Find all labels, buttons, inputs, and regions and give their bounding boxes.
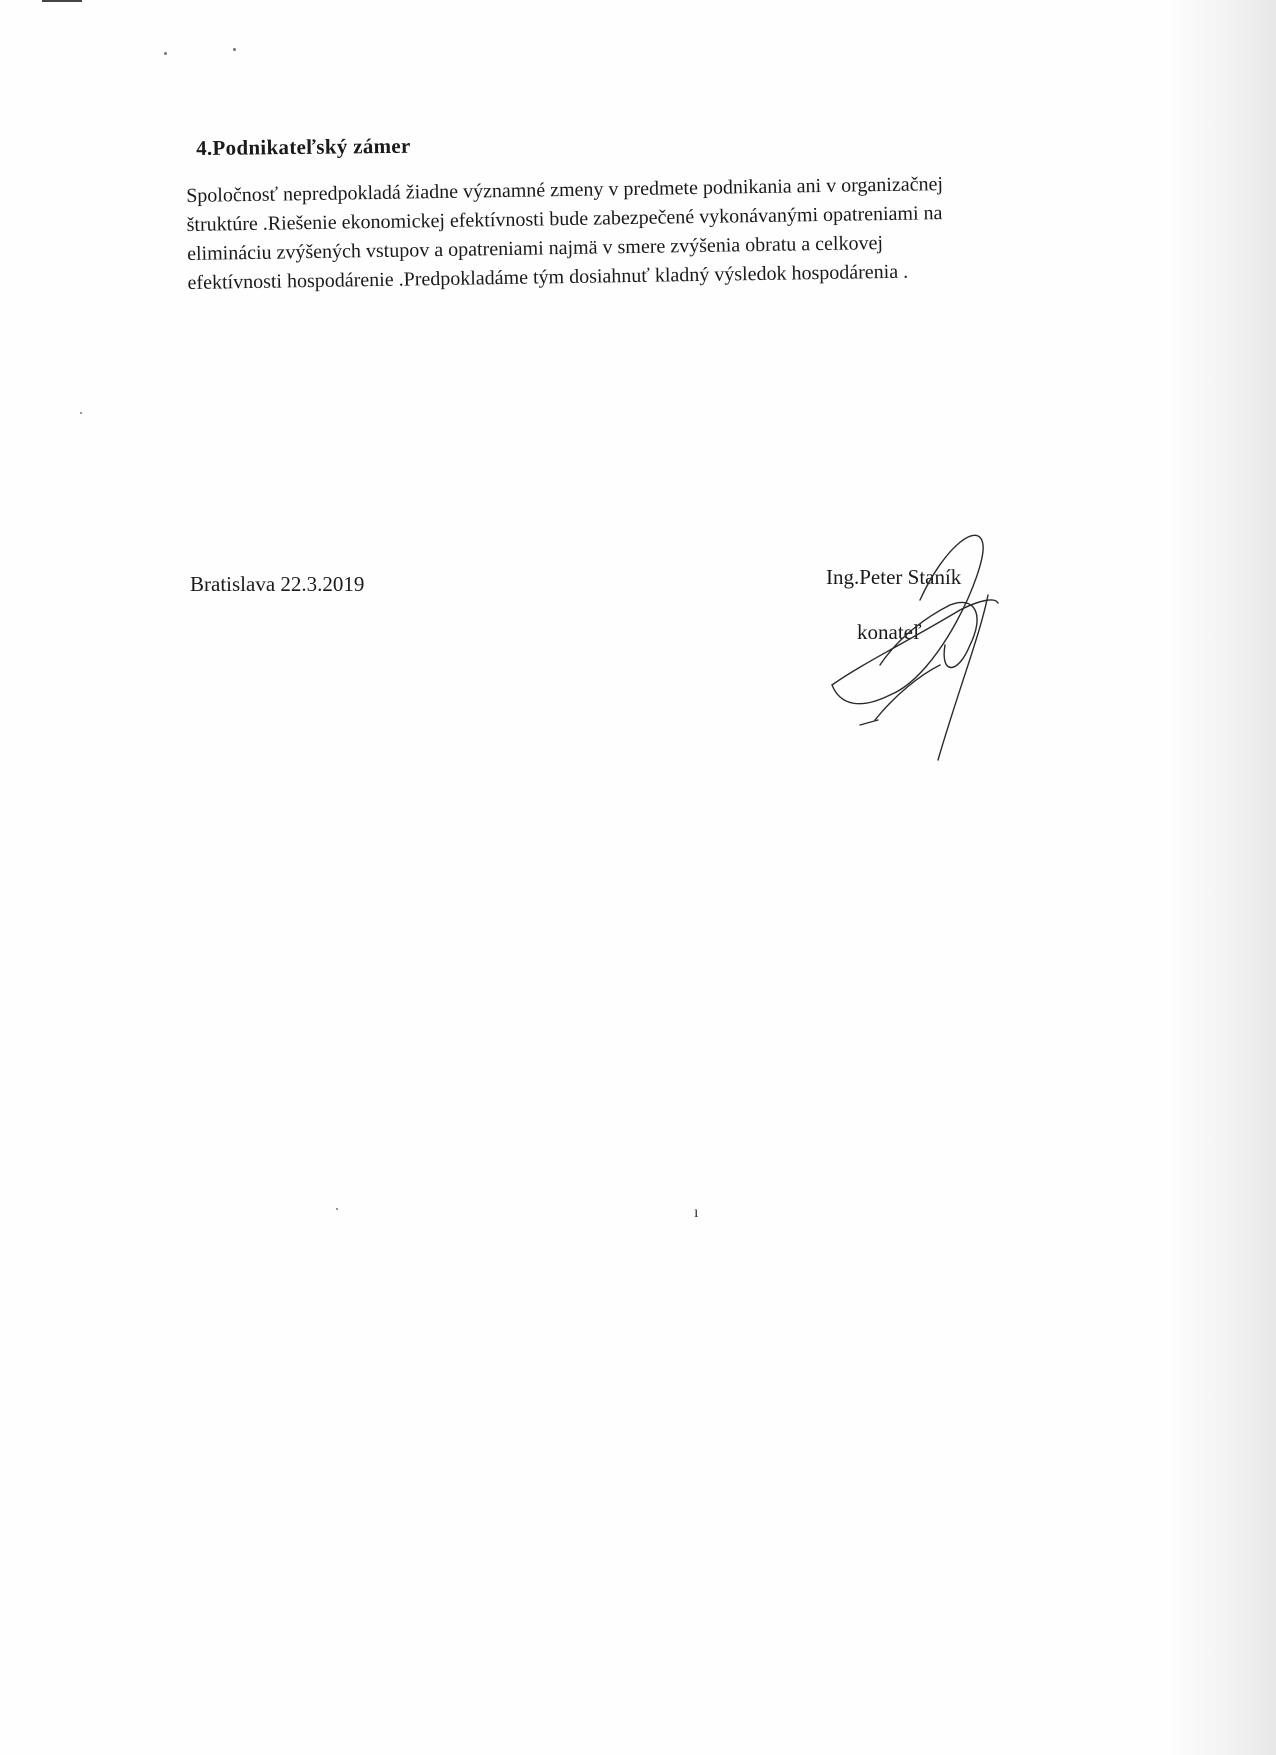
scan-speck xyxy=(336,1208,338,1210)
paragraph-line: Spoločnosť nepredpokladá žiadne významné zmeny v predmete podnikania ani v organizačnej xyxy=(186,173,944,207)
paragraph-line: efektívnosti hospodárenie .Predpokladáme tým dosiahnuť kladný výsledok hospodárenia . xyxy=(187,260,909,294)
scan-speck xyxy=(164,52,167,55)
place-and-date: Bratislava 22.3.2019 xyxy=(190,572,365,596)
section-heading: 4.Podnikateľský zámer xyxy=(196,133,411,160)
scan-edge-mark xyxy=(42,0,82,2)
paragraph-line: elimináciu zvýšených vstupov a opatreniami najmä v smere zvýšenia obratu a celkovej xyxy=(186,232,884,265)
handwritten-signature xyxy=(820,525,1005,770)
signer-role: konateľ xyxy=(857,620,922,644)
signer-name: Ing.Peter Staník xyxy=(826,565,962,589)
scan-speck xyxy=(80,412,82,414)
scan-shadow xyxy=(1166,0,1276,1755)
scan-speck xyxy=(233,48,236,51)
body-paragraph xyxy=(186,167,1128,298)
stray-scan-mark: ı xyxy=(694,1204,699,1221)
paragraph-line: štruktúre .Riešenie ekonomickej efektívnosti bude zabezpečené vykonávanými opatreniami na xyxy=(186,202,943,236)
